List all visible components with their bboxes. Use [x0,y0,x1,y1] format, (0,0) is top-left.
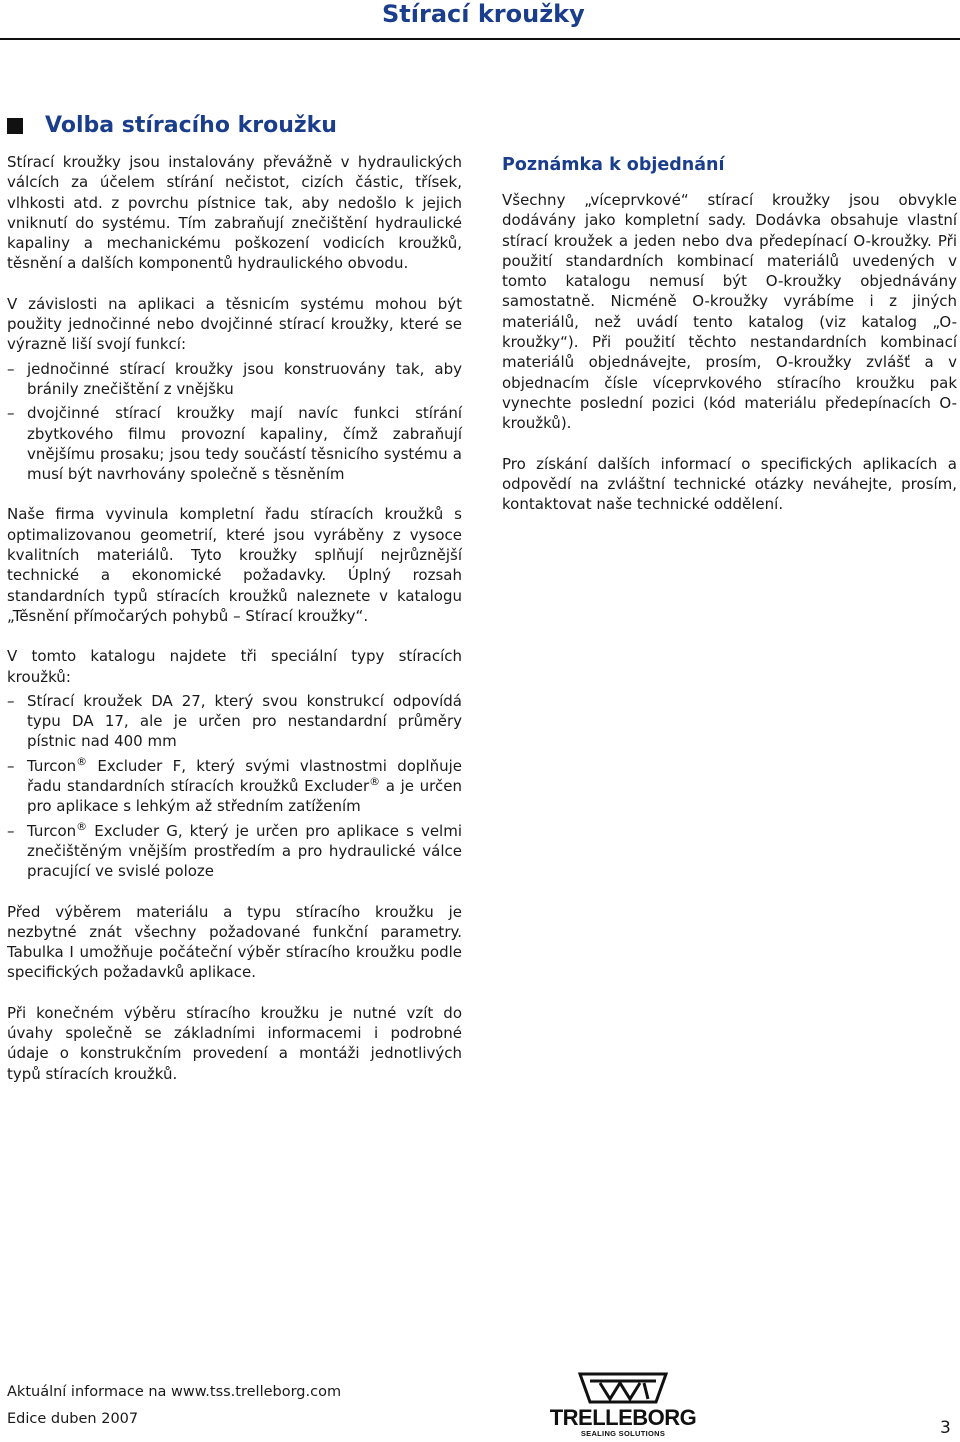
registered-mark: ® [369,775,381,789]
final-selection-paragraph: Při konečném výběru stíracího kroužku je nutné vzít do úvahy společně se základními informacemi i podrobné údaje o konstrukčním provedení a montáži jednotlivých typů stíracích kroužků. [7,1003,462,1083]
section-title-text: Volba stíracího kroužku [45,113,337,138]
product-range-paragraph: Naše firma vyvinula kompletní řadu stíracích kroužků s optimalizovanou geometrií, které jsou vyráběny z vysoce kvalitních materiálů. Tyto kroužky splňují nejrůznější technické a ekonomické požadavky. Úplný rozsah standardních typů stíracích kroužků naleznete v katalogu „Těsnění přímočarých pohybů – Stírací kroužky“. [7,505,462,625]
list-item: – Turcon® Excluder G, který je určen pro aplikace s velmi znečištěným vnějším prostředím a pro hydraulické válce pracující ve svislé poloze [7,821,462,882]
page-number: 3 [940,1418,951,1438]
logo-tagline: SEALING SOLUTIONS [580,1429,666,1438]
intro-paragraph: Stírací kroužky jsou instalovány převážně v hydraulických válcích za účelem stírání nečistot, cizích částic, třísek, vlhkosti atd. z povrchu pístnice tak, aby nedošlo k jejich vniknutí do systému. Tím zabraňují znečištění hydraulické kapaliny a mechanickému poškození vodicích kroužků, těsnění a dalších komponentů hydraulického obvodu. [7,153,462,273]
logo-wordmark: TRELLEBORG [549,1405,697,1430]
contact-paragraph: Pro získání dalších informací o specifických aplikacích a odpovědí na zvláštní technické otázky neváhejte, prosím, kontaktovat naše technické oddělení. [502,454,957,514]
footer-edition: Edice duben 2007 [7,1411,139,1427]
list-item: – jednočinné stírací kroužky jsou konstruovány tak, aby bránily znečištění z vnějšku [7,359,462,400]
order-note-paragraph: Všechny „víceprvkové“ stírací kroužky jsou obvykle dodávány jako kompletní sady. Dodávka obsahuje vlastní stírací kroužek a jeden nebo dva předepínací O-kroužky. Při použití standardních kombinací materiálů uvedených v tomto katalogu nemusí být O-kroužky objednávány samostatně. Nicméně O-kroužky vyrábíme i z jiných materiálů, než uvádí tento katalog (viz katalog „O-kroužky“). Při použití těchto nestandardních kombinací materiálů objednávejte, prosím, O-kroužky zvlášť a v objednacím čísle víceprvkového stíracího kroužku pak vynechte poslední pozici (kód materiálu předepínacích O-kroužků). [502,191,957,433]
types-intro-paragraph: V tomto katalogu najdete tři speciální typy stíracích kroužků: [7,647,462,686]
square-bullet-icon [7,118,23,134]
order-note-title: Poznámka k objednání [502,155,725,175]
function-list [7,359,462,485]
list-item: – Turcon® Excluder F, který svými vlastnostmi doplňuje řadu standardních stíracích kroužků Excluder® a je určen pro aplikace s lehkým až středním zatížením [7,756,462,817]
trelleborg-emblem-icon [578,1372,668,1405]
page-header [0,0,960,40]
registered-mark: ® [76,819,88,833]
right-column [502,152,957,534]
list-item: – dvojčinné stírací kroužky mají navíc funkci stírání zbytkového filmu provozní kapaliny, čímž zabraňují vnějšímu prosaku; jsou tedy součástí těsnicího systému a musí být navrhovány společně s těsněním [7,403,462,484]
registered-mark: ® [76,754,88,768]
trelleborg-logo [548,1372,698,1436]
section-title [7,113,337,138]
function-intro-paragraph: V závislosti na aplikaci a těsnicím systému mohou být použity jednočinné nebo dvojčinné stírací kroužky, které se výrazně liší svojí funkcí: [7,294,462,354]
left-column [7,152,462,1104]
footer-website: Aktuální informace na www.tss.trelleborg.com [7,1384,342,1400]
list-item: – Stírací kroužek DA 27, který svou konstrukcí odpovídá typu DA 17, ale je určen pro nestandardní průměry pístnic nad 400 mm [7,691,462,752]
types-list [7,691,462,882]
selection-paragraph: Před výběrem materiálu a typu stíracího kroužku je nezbytné znát všechny požadované funkční parametry. Tabulka I umožňuje počáteční výběr stíracího kroužku podle specifických požadavků aplikace. [7,902,462,982]
page-title: Stírací kroužky [382,0,585,28]
